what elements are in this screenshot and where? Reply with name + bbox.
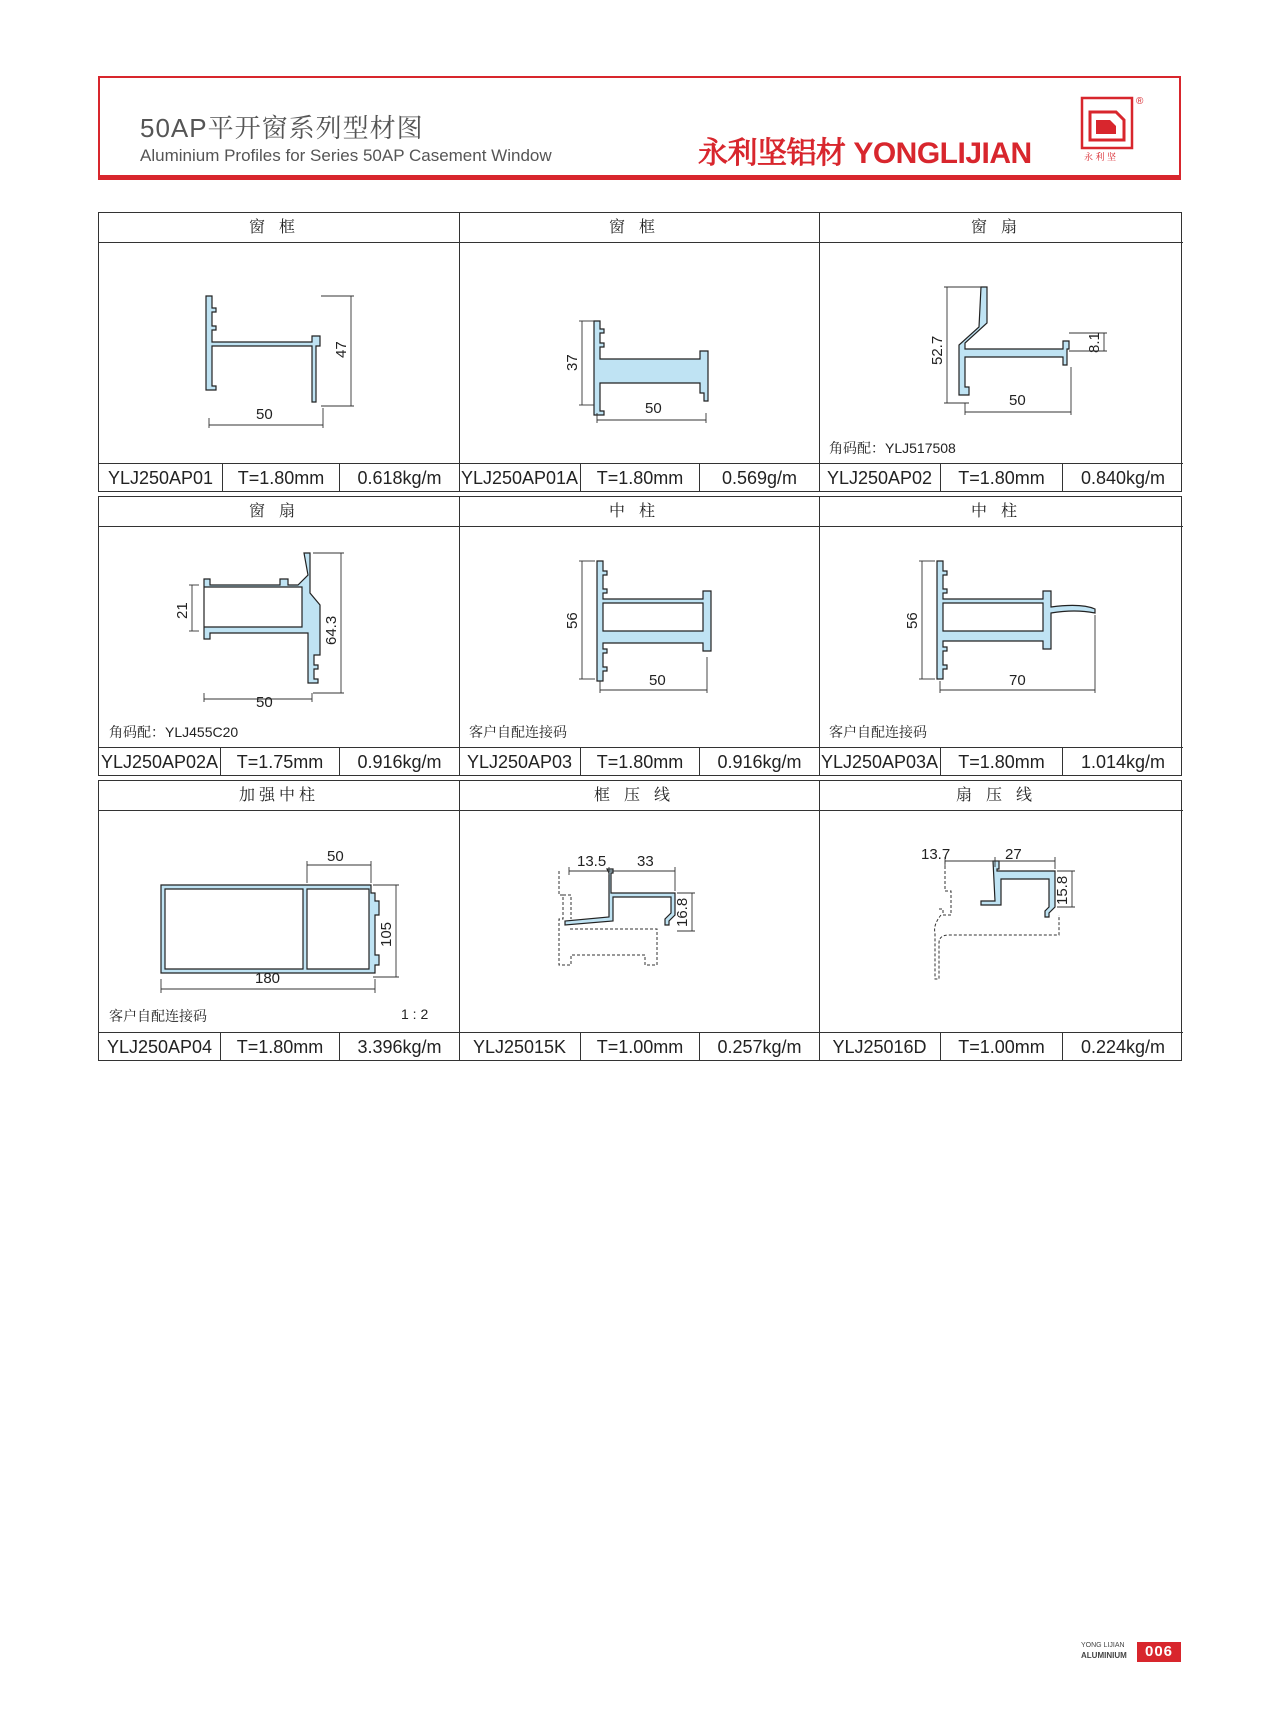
svg-text:47: 47 [333,341,350,358]
profile-weight: 0.916kg/m [357,752,442,772]
profile-thickness: T=1.75mm [221,748,340,776]
svg-text:56: 56 [564,612,581,629]
profile-weight: 0.618kg/m [357,468,442,488]
svg-text:13.5: 13.5 [577,853,607,870]
profile-weight: 0.257kg/m [717,1037,802,1057]
svg-text:8.1: 8.1 [1086,332,1103,353]
profile-thickness: T=1.80mm [581,464,700,492]
footer-brand: YONG LIJIAN [1081,1642,1125,1649]
footer-brand-sub: ALUMINIUM [1081,1651,1127,1660]
profile-thickness: T=1.80mm [223,464,340,492]
profile-cell-ylj250ap01a [459,213,819,491]
profile-title: 窗扇 [99,497,459,527]
svg-text:33: 33 [637,853,654,870]
profile-spec [99,747,459,776]
svg-text:13.7: 13.7 [921,846,951,863]
svg-text:®: ® [1136,96,1144,107]
profile-code: YLJ250AP03A [819,748,941,776]
page-number: 006 [1137,1642,1181,1662]
profile-code: YLJ250AP02 [819,464,941,492]
profile-drawing [819,243,1183,453]
profile-weight: 0.224kg/m [1080,1037,1166,1057]
profile-drawing [459,811,819,1021]
profile-cell-ylj250ap01 [99,213,459,491]
profile-note: 角码配：YLJ517508 [829,440,956,456]
page-footer [1081,1642,1181,1664]
brand-logo-icon [1076,92,1146,164]
profile-note: 客户自配连接码 [829,724,927,740]
profile-cell-ylj250ap03a [819,497,1183,775]
profile-cell-ylj250ap02a [99,497,459,775]
svg-text:15.8: 15.8 [1054,875,1071,905]
profile-spec [99,1032,459,1061]
profile-spec [459,747,819,776]
profile-drawing [99,527,459,737]
svg-text:180: 180 [255,970,281,987]
profile-cell-ylj250ap04 [99,781,459,1060]
svg-text:16.8: 16.8 [674,897,691,927]
profile-spec [819,1032,1183,1061]
profile-code: YLJ250AP02A [99,748,221,776]
svg-text:70: 70 [1009,672,1026,689]
profile-spec [819,463,1183,492]
page-header [98,76,1181,180]
profile-weight: 0.916kg/m [717,752,802,772]
profile-cell-ylj25015k [459,781,819,1060]
profile-title: 扇压线 [819,781,1183,811]
profile-title: 框压线 [459,781,819,811]
profile-note: 客户自配连接码 [109,1008,207,1024]
profile-thickness: T=1.00mm [941,1033,1063,1061]
svg-text:50: 50 [256,694,273,711]
page-subtitle: Aluminium Profiles for Series 50AP Casement Window [140,146,552,165]
svg-text:50: 50 [649,672,666,689]
profile-drawing [99,243,459,453]
profile-code: YLJ250AP03 [459,748,581,776]
profile-cell-ylj25016d [819,781,1183,1060]
profile-drawing [819,811,1183,1021]
profile-code: YLJ25015K [459,1033,581,1061]
profile-title: 窗扇 [819,213,1183,243]
profile-weight: 0.569g/m [721,468,798,488]
profile-spec [819,747,1183,776]
profile-title: 加强中柱 [99,781,459,811]
profile-code: YLJ250AP01A [459,464,581,492]
svg-text:37: 37 [564,354,581,371]
profile-code: YLJ25016D [819,1033,941,1061]
profile-row-1 [98,212,1182,492]
profile-weight: 1.014kg/m [1080,752,1166,772]
profile-note: 客户自配连接码 [469,724,567,740]
svg-text:50: 50 [256,406,273,423]
profile-thickness: T=1.80mm [581,748,700,776]
profile-title: 窗框 [459,213,819,243]
svg-text:50: 50 [645,400,662,417]
svg-text:64.3: 64.3 [323,615,340,645]
profile-spec [99,463,459,492]
profile-title: 窗框 [99,213,459,243]
svg-text:56: 56 [904,612,921,629]
page-title: 50AP平开窗系列型材图 [140,113,424,143]
profile-row-2 [98,496,1182,776]
profile-thickness: T=1.80mm [221,1033,340,1061]
logo-caption: 永 利 坚 [1084,152,1117,162]
svg-text:21: 21 [174,602,191,619]
drawing-scale: 1 : 2 [401,1006,429,1022]
svg-text:105: 105 [378,921,395,947]
profile-drawing [99,811,459,1021]
brand-name: 永利坚铝材 YONGLIJIAN [698,137,1032,170]
svg-text:27: 27 [1005,846,1022,863]
profile-spec [459,463,819,492]
svg-text:50: 50 [1009,392,1026,409]
profile-row-3 [98,780,1182,1061]
profile-drawing [459,527,819,737]
profile-thickness: T=1.80mm [941,464,1063,492]
profile-thickness: T=1.00mm [581,1033,700,1061]
svg-text:50: 50 [327,848,344,865]
profile-title: 中柱 [459,497,819,527]
svg-text:52.7: 52.7 [929,335,946,365]
profile-weight: 3.396kg/m [357,1037,442,1057]
profile-weight: 0.840kg/m [1080,468,1166,488]
profile-code: YLJ250AP04 [99,1033,221,1061]
profile-drawing [819,527,1183,737]
profile-cell-ylj250ap02 [819,213,1183,491]
profile-code: YLJ250AP01 [99,464,223,492]
profile-note: 角码配：YLJ455C20 [109,724,239,740]
profile-drawing [459,243,819,453]
profile-title: 中柱 [819,497,1183,527]
profile-thickness: T=1.80mm [941,748,1063,776]
profile-cell-ylj250ap03 [459,497,819,775]
profile-spec [459,1032,819,1061]
